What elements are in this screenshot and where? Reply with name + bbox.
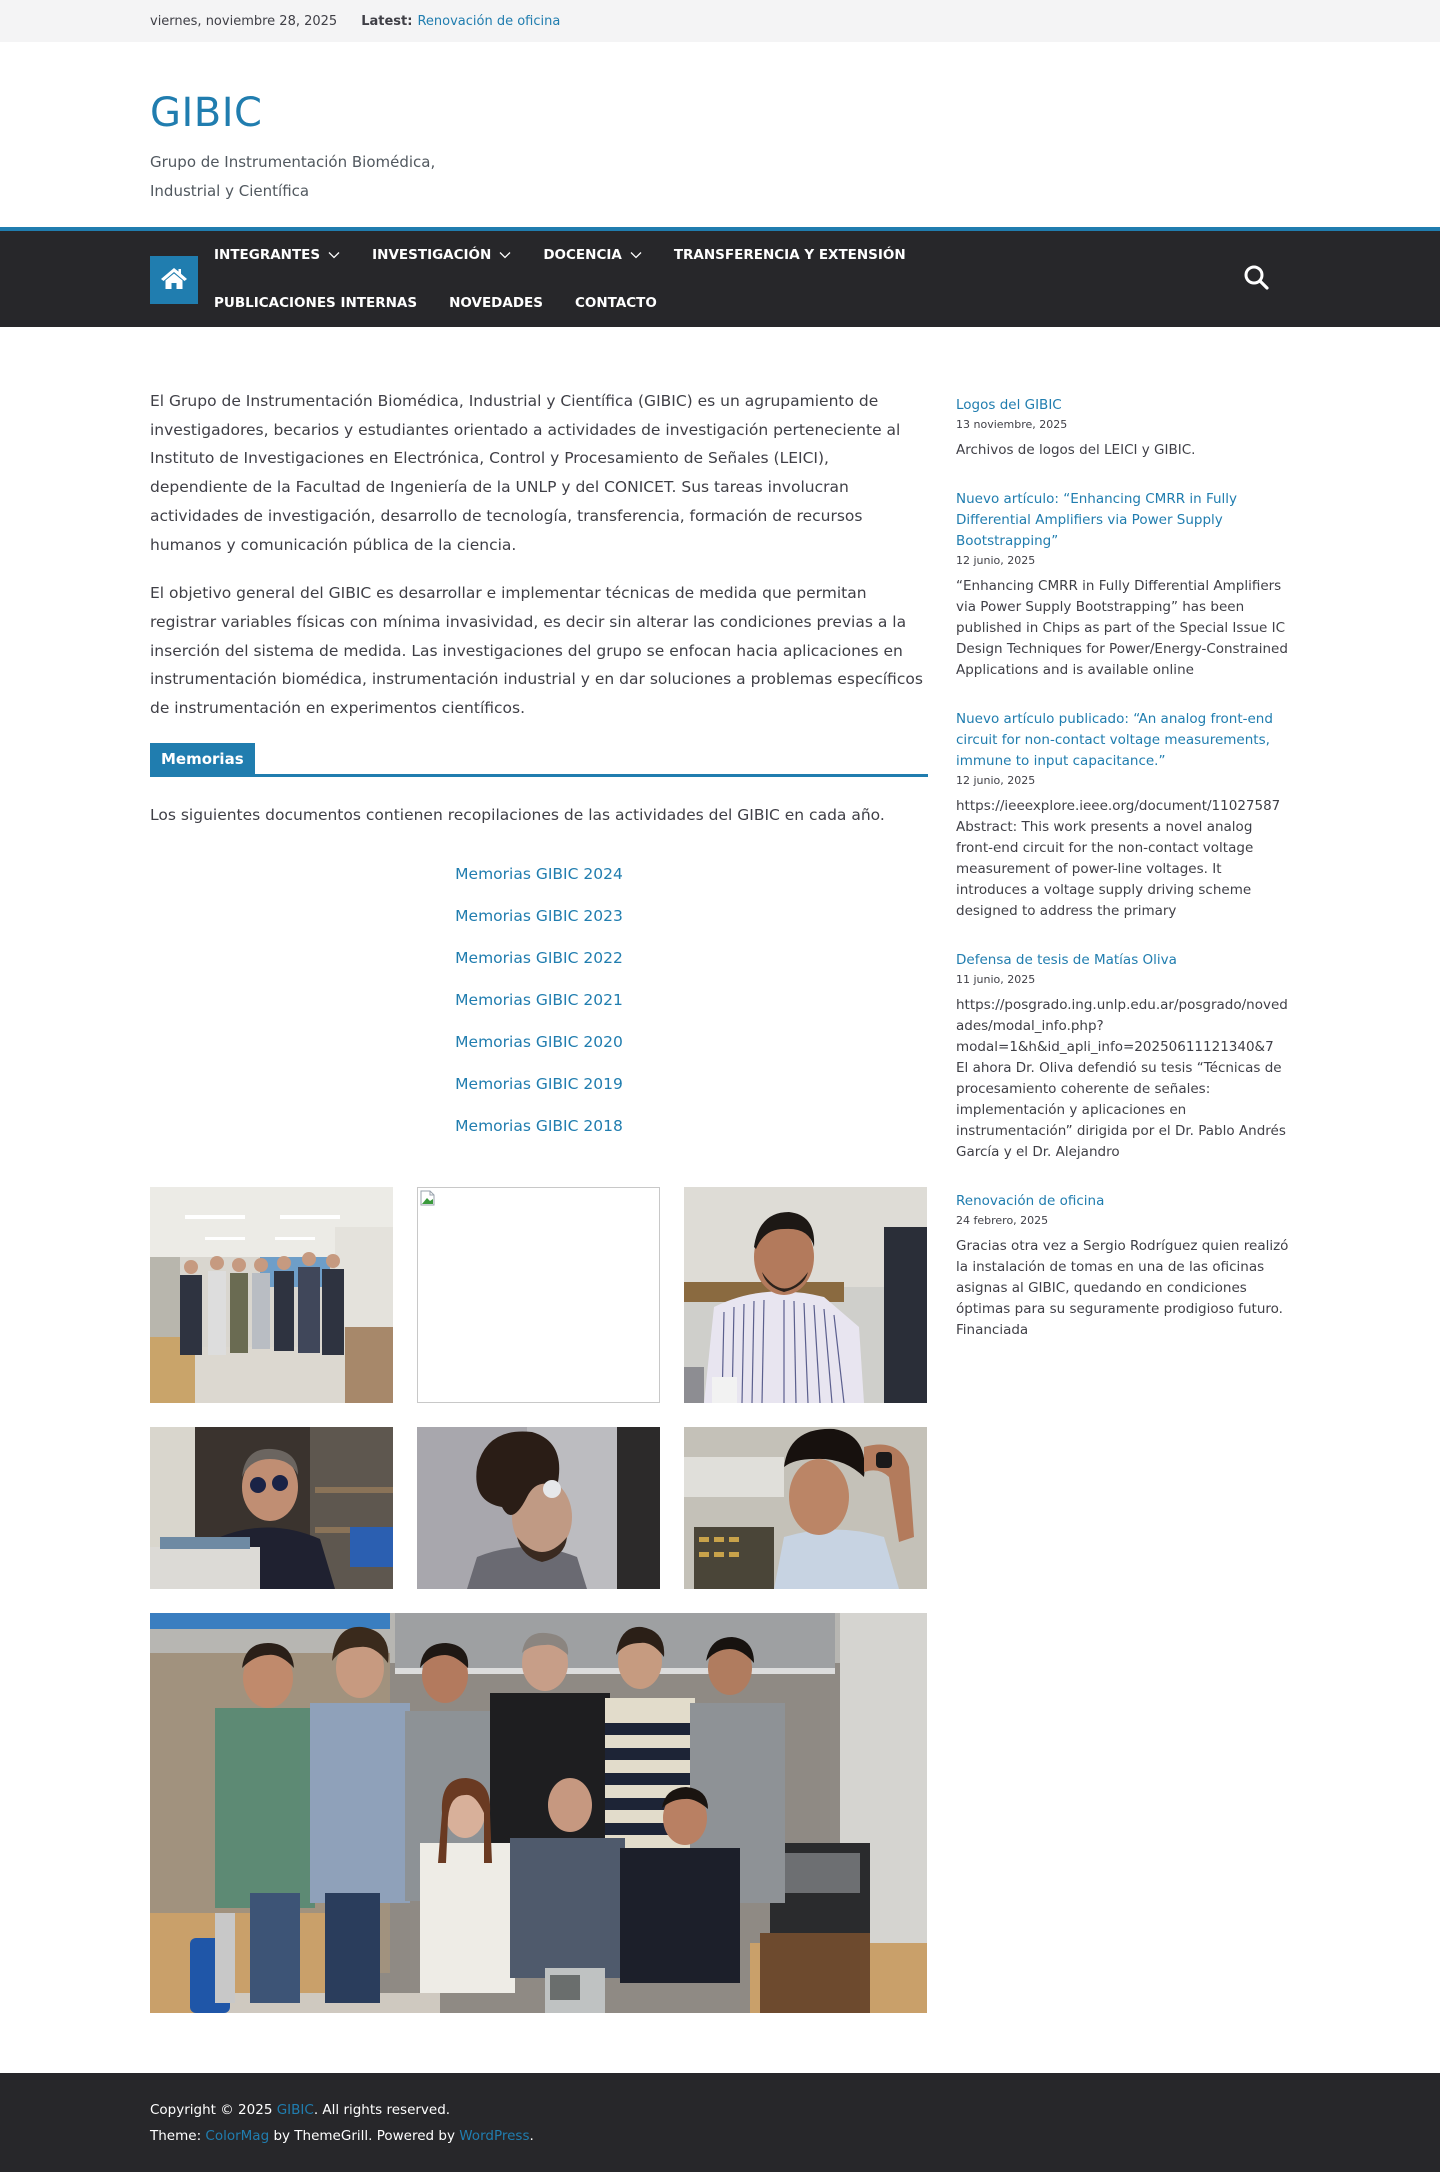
sidebar-post [956,1191,1290,1341]
group-photo-lab-hallway[interactable] [150,1187,393,1403]
site-title[interactable]: GIBIC [150,90,263,136]
main-content-area [0,327,1440,2013]
theme-credit-text: by ThemeGrill. Powered by [269,2127,460,2144]
footer-gibic-link[interactable]: GIBIC [276,2101,314,2118]
photo-young-man-lab[interactable] [684,1427,927,1589]
group-photo-team[interactable] [150,1613,927,2013]
copyright-text: . All rights reserved. [313,2101,451,2118]
home-button[interactable] [150,256,198,304]
nav-item-novedades[interactable] [449,279,543,327]
wordpress-link[interactable]: WordPress [459,2127,530,2144]
site-description [150,148,470,206]
theme-credit-line [150,2123,1290,2149]
nav-item-investigacion[interactable] [372,231,511,279]
memorias-list [150,853,928,1147]
nav-item-contacto[interactable] [575,279,657,327]
nav-item-transferencia[interactable] [674,231,906,279]
sidebar-post [956,395,1290,461]
chevron-down-icon [328,251,340,259]
post-title-link[interactable]: Logos del GIBIC [956,397,1062,413]
copyright-text: Copyright © 2025 [150,2101,277,2118]
colormag-link[interactable]: ColorMag [205,2127,270,2144]
menu [214,231,1114,327]
memorias-link-2024[interactable]: Memorias GIBIC 2024 [455,864,623,883]
post-date: 11 junio, 2025 [956,973,1036,986]
chevron-down-icon [630,251,642,259]
post-excerpt: Gracias otra vez a Sergio Rodríguez quien realizó la instalación de tomas en una de las oficinas asignas al GIBIC, quedando en condiciones óptimas para su seguramente prodigioso futuro. Financiada [956,1238,1289,1338]
primary-content [150,387,928,2013]
post-date: 12 junio, 2025 [956,774,1036,787]
site-header [0,42,1440,227]
home-icon [160,266,188,294]
latest-label: Latest: [361,13,413,29]
nav-item-docencia[interactable] [543,231,642,279]
memorias-link-2018[interactable]: Memorias GIBIC 2018 [455,1116,623,1135]
photo-man-glasses-reading[interactable] [150,1427,393,1589]
nav-item-label: TRANSFERENCIA Y EXTENSIÓN [673,247,906,263]
nav-item-label: NOVEDADES [449,295,543,311]
intro-paragraph: El Grupo de Instrumentación Biomédica, Industrial y Científica (GIBIC) es un agrupamiento de investigadores, becarios y estudiantes orientado a actividades de investigación perteneciente al Instituto de Investigaciones en Electrónica, Control y Procesamiento de Señales (LEICI), dependiente de la Facultad de Ingeniería de la UNLP y del CONICET. Sus tareas involucran actividades de investigación, desarrollo de tecnología, transferencia, formación de recursos humanos y comunicación pública de la ciencia. [150,392,901,554]
memorias-link-2021[interactable]: Memorias GIBIC 2021 [455,990,623,1009]
photo-man-with-sensor[interactable] [417,1427,660,1589]
photo-man-striped-shirt[interactable] [684,1187,927,1403]
nav-item-label: INVESTIGACIÓN [372,247,492,263]
memorias-heading-label: Memorias [150,743,255,775]
post-title-link[interactable]: Renovación de oficina [956,1193,1105,1209]
theme-credit-text: Theme: [150,2127,206,2144]
memorias-heading [150,743,928,777]
main-navigation [0,227,1440,327]
search-button[interactable] [1242,265,1270,293]
broken-image[interactable] [417,1187,660,1403]
memorias-intro: Los siguientes documentos contienen recopilaciones de las actividades del GIBIC en cada año. [150,805,885,824]
theme-credit-text: . [529,2127,534,2144]
site-description-line: Grupo de Instrumentación Biomédica, [150,153,436,171]
post-date: 12 junio, 2025 [956,554,1036,567]
post-date: 13 noviembre, 2025 [956,418,1068,431]
chevron-down-icon [499,251,511,259]
broken-image-icon [420,1190,436,1206]
post-title-link[interactable]: Nuevo artículo: “Enhancing CMRR in Fully Differential Amplifiers via Power Supply Bootstrapping” [956,491,1238,549]
nav-item-label: PUBLICACIONES INTERNAS [214,295,418,311]
objective-paragraph: El objetivo general del GIBIC es desarrollar e implementar técnicas de medida que permitan registrar variables físicas con mínima invasividad, es decir sin alterar las condiciones previas a la inserción del sistema de medida. Las investigaciones del grupo se enfocan hacia aplicaciones en instrumentación biomédica, instrumentación industrial y en dar soluciones a problemas específicos de instrumentación en experimentos científicos. [150,584,923,718]
nav-item-label: INTEGRANTES [214,247,321,263]
search-icon [1243,264,1269,294]
nav-item-label: CONTACTO [574,295,657,311]
post-title-link[interactable]: Nuevo artículo publicado: “An analog front-end circuit for non-contact voltage measurements, immune to input capacitance.” [956,711,1273,769]
copyright-line [150,2097,1290,2123]
post-excerpt: https://posgrado.ing.unlp.edu.ar/posgrado/novedades/modal_info.php?modal=1&h&id_apli_info=20250611121340&7 El ahora Dr. Oliva defendió su tesis “Técnicas de procesamiento coherente de señales: implementación y aplicaciones en instrumentación” dirigida por el Dr. Pablo Andrés García y el Dr. Alejandro [956,997,1288,1160]
post-excerpt: Archivos de logos del LEICI y GIBIC. [956,442,1196,458]
photo-gallery [150,1187,928,1589]
nav-item-label: DOCENCIA [543,247,622,263]
post-title-link[interactable]: Defensa de tesis de Matías Oliva [956,952,1177,968]
top-bar [0,0,1440,42]
memorias-link-2020[interactable]: Memorias GIBIC 2020 [455,1032,623,1051]
post-excerpt: “Enhancing CMRR in Fully Differential Amplifiers via Power Supply Bootstrapping” has been published in Chips as part of the Special Issue IC Design Techniques for Power/Energy-Constrained Applications and is available online [956,578,1288,678]
memorias-link-2022[interactable]: Memorias GIBIC 2022 [455,948,623,967]
post-date: 24 febrero, 2025 [956,1214,1049,1227]
site-footer [0,2073,1440,2172]
sidebar-post [956,950,1290,1163]
memorias-link-2023[interactable]: Memorias GIBIC 2023 [455,906,623,925]
site-description-line: Industrial y Científica [150,182,310,200]
latest-post-link[interactable]: Renovación de oficina [417,13,561,29]
current-date: viernes, noviembre 28, 2025 [150,13,338,29]
post-excerpt: https://ieeexplore.ieee.org/document/11027587 Abstract: This work presents a novel analog front-end circuit for the non-contact voltage measurement of power-line voltages. It introduces a voltage supply driving scheme designed to address the primary [956,798,1281,919]
sidebar-post [956,489,1290,681]
nav-item-publicaciones[interactable] [214,279,417,327]
sidebar-post [956,709,1290,922]
sidebar [956,387,1290,2013]
nav-item-integrantes[interactable] [214,231,340,279]
memorias-link-2019[interactable]: Memorias GIBIC 2019 [455,1074,623,1093]
